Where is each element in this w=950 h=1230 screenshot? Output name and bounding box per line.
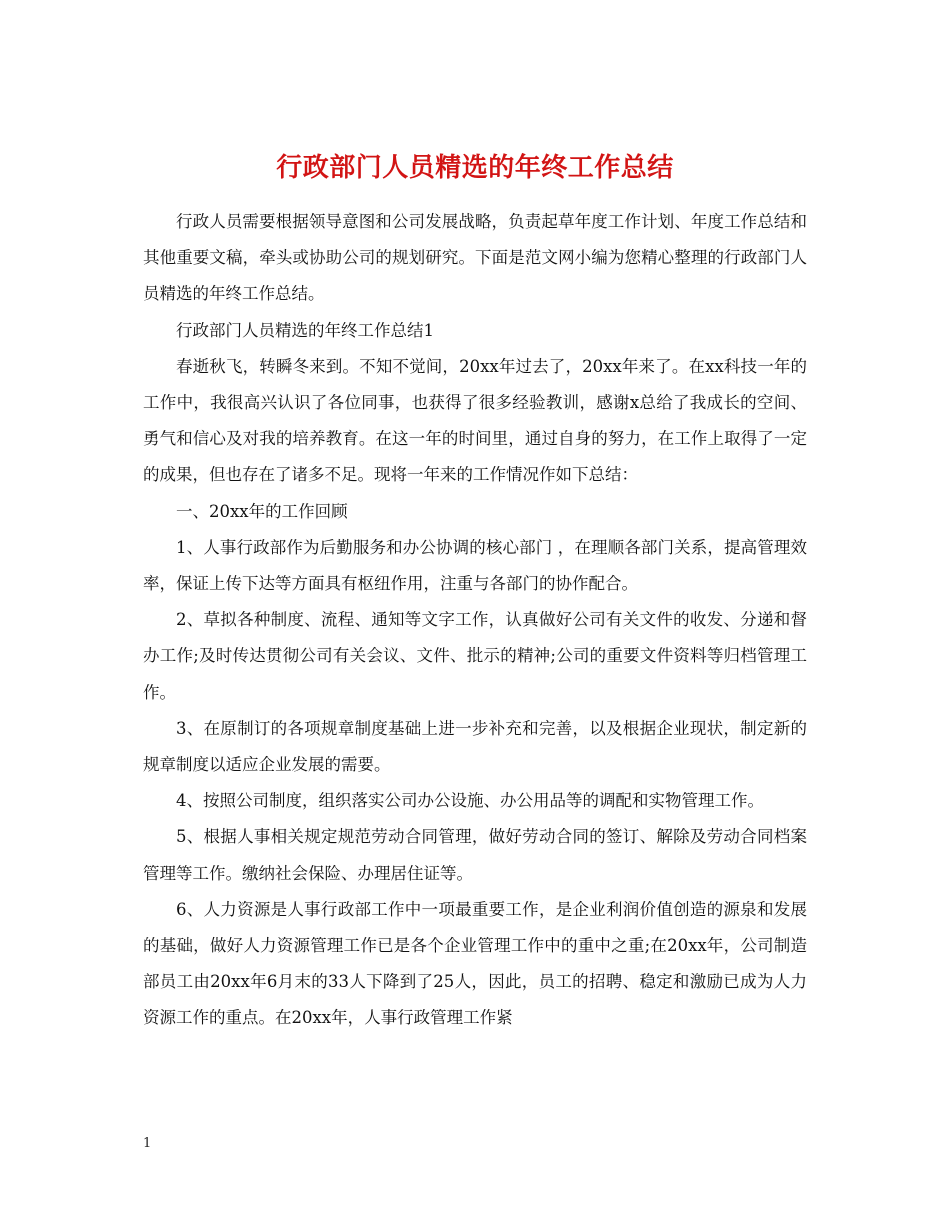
document-title: 行政部门人员精选的年终工作总结 xyxy=(276,153,674,184)
page-number: 1 xyxy=(143,1136,152,1151)
list-item: 2、草拟各种制度、流程、通知等文字工作，认真做好公司有关文件的收发、分递和督办工作;及时传达贯彻公司有关会议、文件、批示的精神;公司的重要文件资料等归档管理工作。 xyxy=(143,610,807,702)
list-item: 3、在原制订的各项规章制度基础上进一步补充和完善，以及根据企业现状，制定新的规章制度以适应企业发展的需要。 xyxy=(143,718,807,775)
list-item: 5、根据人事相关规定规范劳动合同管理，做好劳动合同的签订、解除及劳动合同档案管理等工作。缴纳社会保险、办理居住证等。 xyxy=(143,827,807,883)
body-paragraph: 春逝秋飞，转瞬冬来到。不知不觉间，20xx年过去了，20xx年来了。在xx科技一年的工作中，我很高兴认识了各位同事，也获得了很多经验教训，感谢x总给了我成长的空间、勇气和信心及对我的培养教育。在这一年的时间里，通过自身的努力，在工作上取得了一定的成果，但也存在了诸多不足。现将一年来的工作情况作如下总结： xyxy=(143,356,807,485)
section-heading: 行政部门人员精选的年终工作总结1 xyxy=(176,320,434,340)
intro-paragraph: 行政人员需要根据领导意图和公司发展战略，负责起草年度工作计划、年度工作总结和其他重要文稿，牵头或协助公司的规划研究。下面是范文网小编为您精心整理的行政部门人员精选的年终工作总结。 xyxy=(143,212,807,304)
document-body xyxy=(143,204,807,1037)
list-item: 6、人力资源是人事行政部工作中一项最重要工作，是企业利润价值创造的源泉和发展的基础，做好人力资源管理工作已是各个企业管理工作中的重中之重;在20xx年，公司制造部员工由20xx年6月末的33人下降到了25人，因此，员工的招聘、稳定和激励已成为人力资源工作的重点。在20xx年，人事行政管理工作紧 xyxy=(143,899,807,1028)
subsection-heading: 一、20xx年的工作回顾 xyxy=(176,501,348,521)
list-item: 4、按照公司制度，组织落实公司办公设施、办公用品等的调配和实物管理工作。 xyxy=(176,791,764,811)
list-item: 1、人事行政部作为后勤服务和办公协调的核心部门 ，在理顺各部门关系，提高管理效率，保证上传下达等方面具有枢纽作用，注重与各部门的协作配合。 xyxy=(143,537,807,594)
